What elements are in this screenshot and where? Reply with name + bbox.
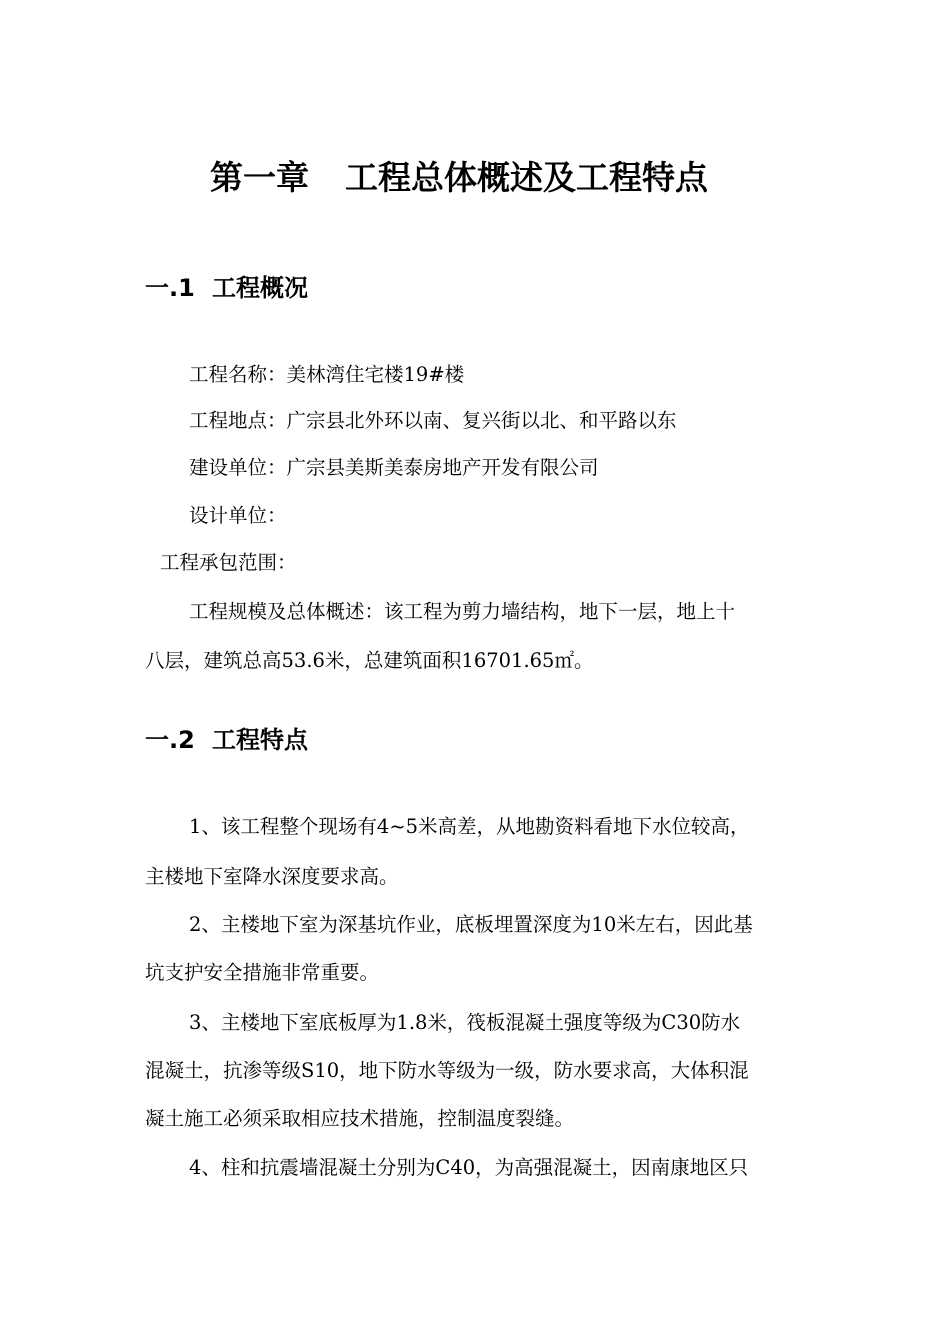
feature-2-line-1: 2、主楼地下室为深基坑作业，底板埋置深度为10米左右，因此基 xyxy=(189,913,753,936)
contract-scope-line: 工程承包范围： xyxy=(160,551,297,574)
designer-line: 设计单位： xyxy=(189,504,287,527)
section-title: 工程特点 xyxy=(212,726,308,754)
feature-4-line-1: 4、柱和抗震墙混凝土分别为C40，为高强混凝土，因南康地区只 xyxy=(189,1156,749,1179)
section-heading-overview xyxy=(145,270,308,306)
project-name-line: 工程名称：美林湾住宅楼19#楼 xyxy=(189,363,465,386)
project-location-line: 工程地点：广宗县北外环以南、复兴街以北、和平路以东 xyxy=(189,409,677,432)
builder-line: 建设单位：广宗县美斯美泰房地产开发有限公司 xyxy=(189,456,599,479)
feature-3-line-2: 混凝土，抗渗等级S10，地下防水等级为一级，防水要求高，大体积混 xyxy=(145,1059,749,1082)
chapter-heading-text: 工程总体概述及工程特点 xyxy=(345,158,708,197)
feature-1-line-1: 1、该工程整个现场有4~5米高差，从地勘资料看地下水位较高， xyxy=(189,815,750,838)
chapter-number: 第一章 xyxy=(210,158,309,197)
chapter-title xyxy=(0,150,918,206)
section-title: 工程概况 xyxy=(212,274,308,302)
feature-1-line-2: 主楼地下室降水深度要求高。 xyxy=(145,865,399,888)
project-scale-line-2: 八层，建筑总高53.6米，总建筑面积16701.65㎡。 xyxy=(145,649,594,672)
project-scale-line-1: 工程规模及总体概述：该工程为剪力墙结构，地下一层，地上十 xyxy=(189,600,736,623)
feature-3-line-1: 3、主楼地下室底板厚为1.8米，筏板混凝土强度等级为C30防水 xyxy=(189,1011,741,1034)
section-number: 一.1 xyxy=(145,274,195,302)
feature-3-line-3: 凝土施工必须采取相应技术措施，控制温度裂缝。 xyxy=(145,1107,575,1130)
section-heading-features xyxy=(145,722,308,758)
section-number: 一.2 xyxy=(145,726,195,754)
feature-2-line-2: 坑支护安全措施非常重要。 xyxy=(145,961,380,984)
